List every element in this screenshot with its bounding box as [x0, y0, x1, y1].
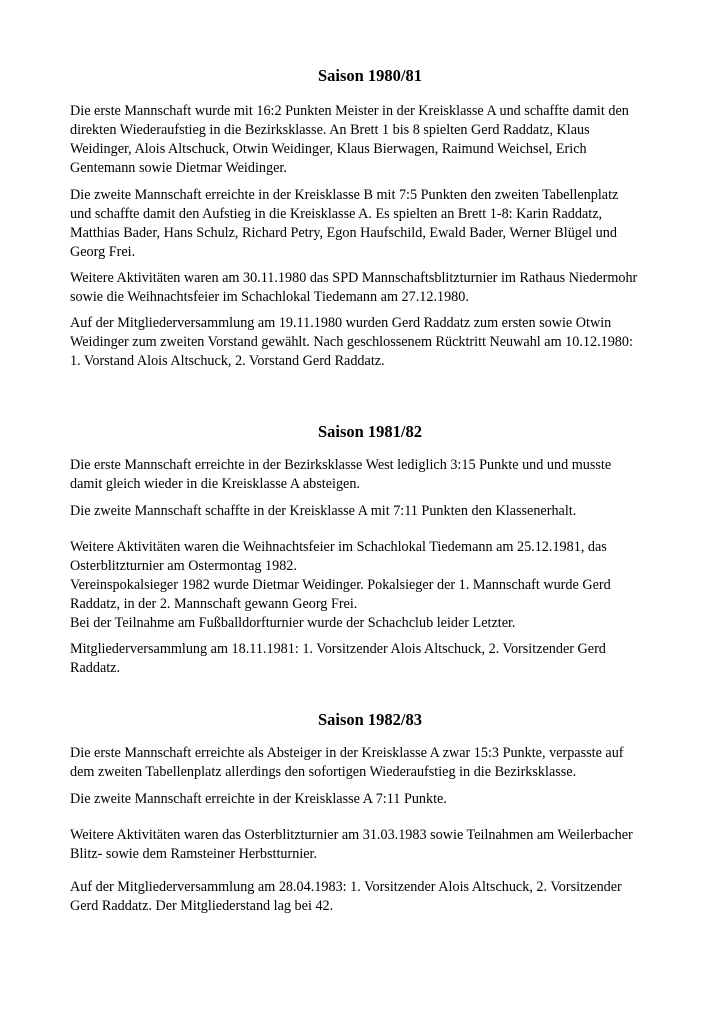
text-line: Gentemann sowie Dietmar Weidinger. [70, 160, 287, 176]
text-line: Weitere Aktivitäten waren am 30.11.1980 das SPD Mannschaftsblitzturnier im Rathaus Niedermohr [70, 270, 638, 286]
section-title-1981-82: Saison 1981/82 [317, 422, 423, 441]
text-line: Blitz- sowie dem Ramsteiner Herbstturnier. [70, 846, 318, 862]
text-line: Bei der Teilnahme am Fußballdorfturnier wurde der Schachclub leider Letzter. [70, 615, 516, 631]
text-line: Vereinspokalsieger 1982 wurde Dietmar Weidinger. Pokalsieger der 1. Mannschaft wurde Gerd [70, 577, 611, 593]
text-line: Georg Frei. [70, 244, 136, 260]
text-line: Raddatz. [70, 660, 121, 676]
paragraph [70, 538, 670, 633]
text-line: Mitgliederversammlung am 18.11.1981: 1. Vorsitzender Alois Altschuck, 2. Vorsitzender Gerd [70, 641, 606, 657]
text-line: Weitere Aktivitäten waren das Osterblitzturnier am 31.03.1983 sowie Teilnahmen am Weilerbacher [70, 827, 633, 843]
text-line: und schaffte damit den Aufstieg in die Kreisklasse A. Es spielten an Brett 1-8: Karin Raddatz, [70, 206, 603, 222]
paragraph [70, 790, 670, 809]
text-line: Die erste Mannschaft wurde mit 16:2 Punkten Meister in der Kreisklasse A und schaffte damit den [70, 103, 629, 119]
text-line: Weitere Aktivitäten waren die Weihnachtsfeier im Schachlokal Tiedemann am 25.12.1981, das [70, 539, 607, 555]
paragraph [70, 640, 670, 678]
text-line: Osterblitzturnier am Ostermontag 1982. [70, 558, 297, 574]
paragraph [70, 186, 670, 262]
text-line: Raddatz, in der 2. Mannschaft gewann Georg Frei. [70, 596, 358, 612]
text-line: Die erste Mannschaft erreichte in der Bezirksklasse West lediglich 3:15 Punkte und und musste [70, 457, 612, 473]
paragraph [70, 102, 670, 178]
text-line: direkten Wiederaufstieg in die Bezirksklasse. An Brett 1 bis 8 spielten Gerd Raddatz, Klaus [70, 122, 590, 138]
text-line: Auf der Mitgliederversammlung am 19.11.1980 wurden Gerd Raddatz zum ersten sowie Otwin [70, 315, 612, 331]
text-line: Weidinger zum zweiten Vorstand gewählt. Nach geschlossenem Rücktritt Neuwahl am 10.12.1980: [70, 334, 633, 350]
paragraph [70, 878, 670, 916]
text-line: Die zweite Mannschaft erreichte in der Kreisklasse B mit 7:5 Punkten den zweiten Tabellenplatz [70, 187, 619, 203]
paragraph [70, 456, 670, 494]
text-line: Die zweite Mannschaft schaffte in der Kreisklasse A mit 7:11 Punkten den Klassenerhalt. [70, 503, 577, 519]
paragraph [70, 314, 670, 371]
text-line: dem zweiten Tabellenplatz allerdings den sofortigen Wiederaufstieg in die Bezirksklasse. [70, 764, 577, 780]
section-title-1980-81: Saison 1980/81 [317, 66, 423, 85]
text-line: Weidinger, Alois Altschuck, Otwin Weidinger, Klaus Bierwagen, Raimund Weichsel, Erich [70, 141, 587, 157]
text-line: 1. Vorstand Alois Altschuck, 2. Vorstand Gerd Raddatz. [70, 353, 385, 369]
text-line: Gerd Raddatz. Der Mitgliederstand lag bei 42. [70, 898, 334, 914]
text-line: sowie die Weihnachtsfeier im Schachlokal Tiedemann am 27.12.1980. [70, 289, 469, 305]
text-line: Die erste Mannschaft erreichte als Absteiger in der Kreisklasse A zwar 15:3 Punkte, verpasste auf [70, 745, 624, 761]
section-title-1982-83: Saison 1982/83 [317, 710, 423, 729]
paragraph [70, 826, 670, 864]
paragraph [70, 502, 670, 521]
paragraph [70, 269, 670, 307]
text-line: Die zweite Mannschaft erreichte in der Kreisklasse A 7:11 Punkte. [70, 791, 447, 807]
paragraph [70, 744, 670, 782]
text-line: Matthias Bader, Hans Schulz, Richard Petry, Egon Haufschild, Ewald Bader, Werner Blügel und [70, 225, 617, 241]
text-line: Auf der Mitgliederversammlung am 28.04.1983: 1. Vorsitzender Alois Altschuck, 2. Vorsitzender [70, 879, 622, 895]
text-line: damit gleich wieder in die Kreisklasse A absteigen. [70, 476, 360, 492]
